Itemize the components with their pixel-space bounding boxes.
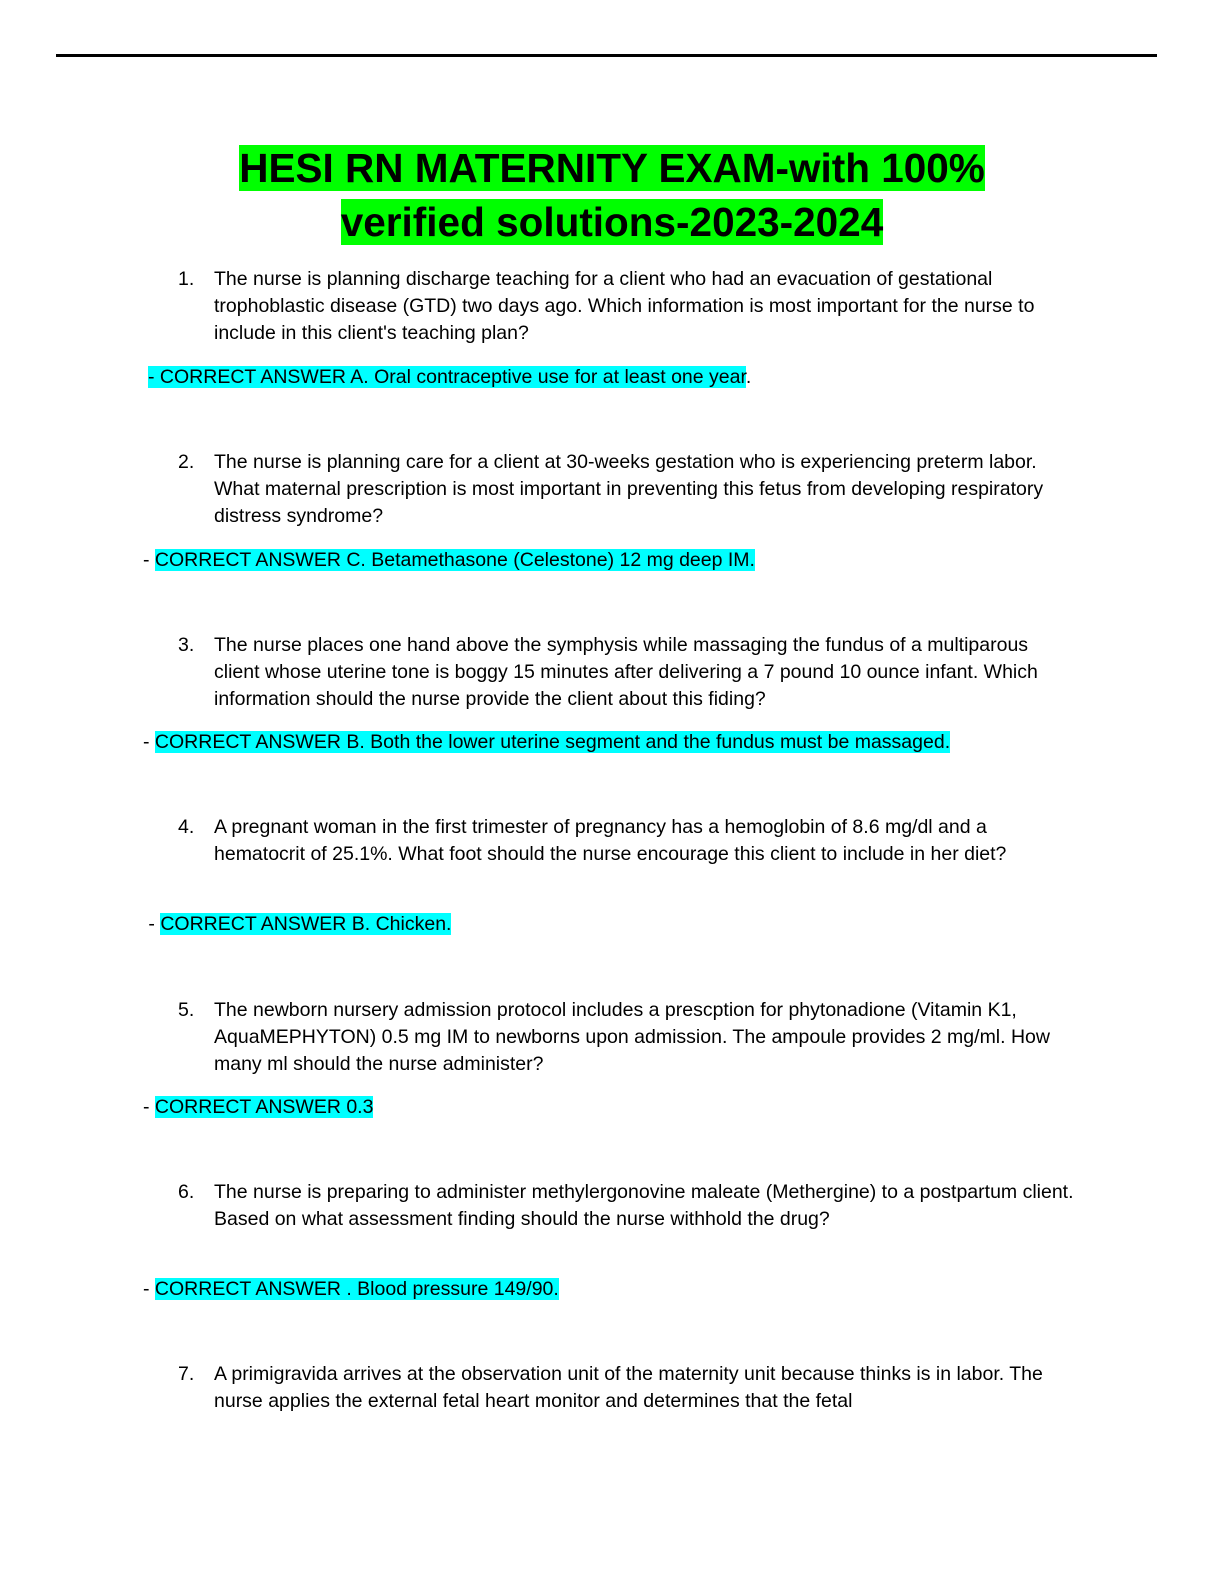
answer-3 — [143, 730, 950, 754]
question-text: The nurse is planning discharge teaching for a client who had an evacuation of gestational trophoblastic disease (GTD) two days ago. Which information is most important for the nurse to include in this client's teaching plan? — [214, 268, 1035, 344]
question-4 — [178, 814, 1078, 868]
question-number: 2. — [178, 451, 195, 473]
answer-prefix: - — [143, 1096, 155, 1118]
question-6 — [178, 1179, 1078, 1233]
question-3 — [178, 632, 1078, 713]
question-5 — [178, 997, 1078, 1078]
answer-prefix: - — [143, 731, 155, 753]
question-number: 7. — [178, 1363, 195, 1385]
answer-4 — [143, 912, 451, 936]
question-2 — [178, 449, 1078, 530]
answer-6 — [143, 1277, 559, 1301]
title-line-1: HESI RN MATERNITY EXAM-with 100% — [239, 145, 985, 191]
question-1 — [178, 266, 1078, 347]
answer-highlight: CORRECT ANSWER B. Both the lower uterine segment and the fundus must be massaged. — [154, 731, 951, 753]
answer-highlight: - CORRECT ANSWER A. Oral contraceptive use for at least one year — [148, 366, 746, 388]
question-text: The nurse is preparing to administer methylergonovine maleate (Methergine) to a postpartum client. Based on what assessment finding should the nurse withhold the drug? — [214, 1181, 1074, 1230]
answer-5 — [143, 1095, 373, 1119]
question-text: The nurse is planning care for a client at 30-weeks gestation who is experiencing preterm labor. What maternal prescription is most important in preventing this fetus from developing respiratory distress syndrome? — [214, 451, 1044, 527]
answer-prefix: - — [143, 913, 161, 935]
answer-2 — [143, 548, 755, 572]
question-text: The newborn nursery admission protocol includes a prescption for phytonadione (Vitamin K1, AquaMEPHYTON) 0.5 mg IM to newborns upon admission. The ampoule provides 2 mg/ml. How many ml should the nurse administer? — [214, 999, 1050, 1075]
answer-prefix: - — [143, 1278, 155, 1300]
top-horizontal-rule — [56, 54, 1157, 57]
question-text: The nurse places one hand above the symphysis while massaging the fundus of a multiparous client whose uterine tone is boggy 15 minutes after delivering a 7 pound 10 ounce infant. Which information should the nurse provide the client about this fiding? — [214, 634, 1038, 710]
question-number: 5. — [178, 999, 195, 1021]
answer-1 — [148, 365, 751, 389]
answer-highlight: CORRECT ANSWER . Blood pressure 149/90. — [154, 1278, 559, 1300]
question-number: 3. — [178, 634, 195, 656]
answer-highlight: CORRECT ANSWER 0.3 — [154, 1096, 374, 1118]
question-text: A primigravida arrives at the observation unit of the maternity unit because thinks is in labor. The nurse applies the external fetal heart monitor and determines that the fetal — [214, 1363, 1043, 1412]
question-text: A pregnant woman in the first trimester of pregnancy has a hemoglobin of 8.6 mg/dl and a hematocrit of 25.1%. What foot should the nurse encourage this client to include in her diet? — [214, 816, 1007, 865]
answer-suffix: . — [745, 366, 752, 388]
question-7 — [178, 1361, 1078, 1415]
answer-prefix: - — [143, 549, 155, 571]
question-number: 4. — [178, 816, 195, 838]
question-number: 6. — [178, 1181, 195, 1203]
title-line-2: verified solutions-2023-2024 — [340, 199, 884, 245]
document-title — [0, 141, 1224, 249]
question-number: 1. — [178, 268, 195, 290]
answer-highlight: CORRECT ANSWER C. Betamethasone (Celestone) 12 mg deep IM. — [154, 549, 755, 571]
answer-highlight: CORRECT ANSWER B. Chicken. — [160, 913, 452, 935]
